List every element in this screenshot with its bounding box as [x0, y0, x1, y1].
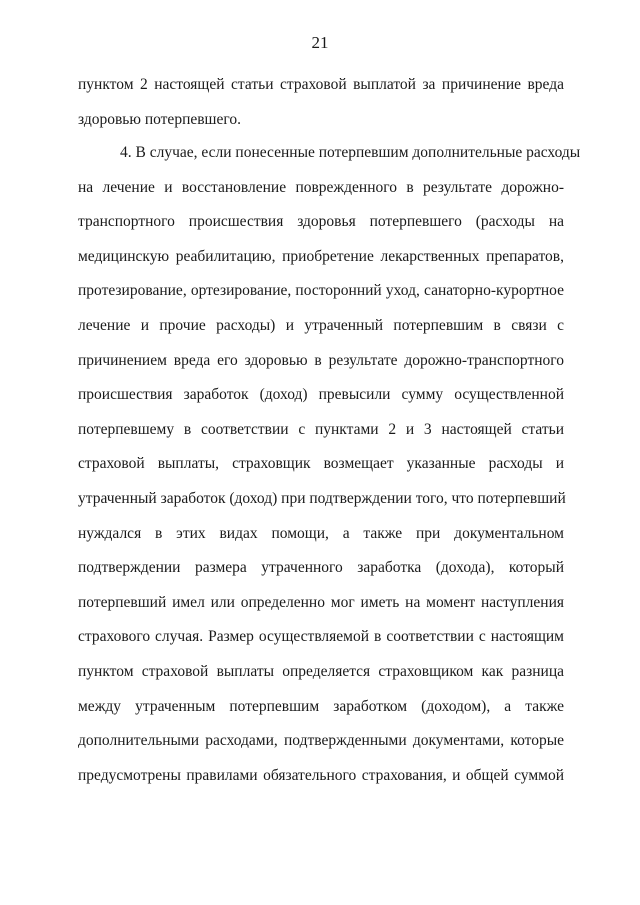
- text-line: предусмотрены правилами обязательного страхования, и общей суммой: [78, 766, 564, 784]
- text-line: протезирование, ортезирование, посторонний уход, санаторно-курортное: [78, 282, 564, 300]
- text-line: на лечение и восстановление поврежденного в результате дорожно-: [78, 178, 564, 196]
- text-line: нуждался в этих видах помощи, а также при документальном: [78, 524, 564, 542]
- text-line: утраченный заработок (доход) при подтверждении того, что потерпевший: [78, 489, 566, 507]
- text-line: потерпевший имел или определенно мог иметь на момент наступления: [78, 593, 564, 611]
- text-line: причинением вреда его здоровью в результате дорожно-транспортного: [78, 351, 564, 369]
- text-line: лечение и прочие расходы) и утраченный потерпевшим в связи с: [78, 316, 564, 334]
- text-line: подтверждении размера утраченного заработка (дохода), который: [78, 559, 564, 577]
- text-line: здоровью потерпевшего.: [78, 110, 241, 128]
- text-line: транспортного происшествия здоровья потерпевшего (расходы на: [78, 213, 564, 231]
- text-line: страхового случая. Размер осуществляемой в соответствии с настоящим: [78, 628, 564, 646]
- text-line: дополнительными расходами, подтвержденными документами, которые: [78, 732, 564, 750]
- page-number: 21: [311, 33, 329, 52]
- text-line: страховой выплаты, страховщик возмещает указанные расходы и: [78, 455, 564, 473]
- paragraph-item-4: [78, 136, 581, 793]
- text-line: между утраченным потерпевшим заработком (доходом), а также: [78, 697, 564, 715]
- text-line: 4. В случае, если понесенные потерпевшим дополнительные расходы: [120, 144, 581, 161]
- text-line: пунктом 2 настоящей статьи страховой выплатой за причинение вреда: [78, 76, 564, 93]
- text-line: медицинскую реабилитацию, приобретение лекарственных препаратов,: [78, 247, 564, 265]
- text-line: потерпевшему в соответствии с пунктами 2 и 3 настоящей статьи: [78, 420, 564, 438]
- paragraph-continuation: [78, 68, 564, 137]
- text-line: пунктом страховой выплаты определяется страховщиком как разница: [78, 662, 564, 680]
- text-line: происшествия заработок (доход) превысили сумму осуществленной: [78, 386, 564, 404]
